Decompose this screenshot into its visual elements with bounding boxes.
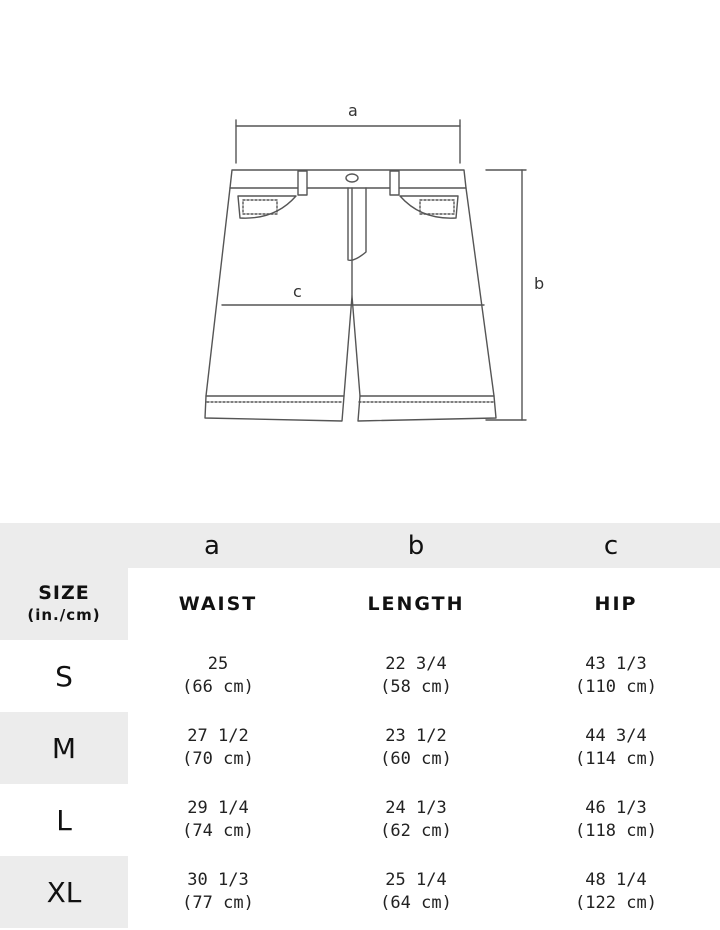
- table-row: [0, 784, 720, 856]
- hip-cm: (110 cm): [575, 677, 657, 697]
- length-value: [326, 640, 506, 712]
- hip-value: [526, 712, 706, 784]
- length-cm: (60 cm): [380, 749, 452, 769]
- waist-cm: (70 cm): [182, 749, 254, 769]
- length-cm: (58 cm): [380, 677, 452, 697]
- length-value: [326, 712, 506, 784]
- table-row: [0, 856, 720, 928]
- hip-value: [526, 784, 706, 856]
- waistband: [230, 170, 466, 188]
- hip-value: [526, 856, 706, 928]
- length-inches: 24 1/3: [385, 798, 447, 818]
- letter-c: c: [603, 530, 619, 561]
- dimension-label-b: b: [534, 274, 545, 293]
- size-label: XL: [0, 856, 128, 928]
- table-row: [0, 712, 720, 784]
- waist-cm: (77 cm): [182, 893, 254, 913]
- shorts-body: [206, 188, 494, 396]
- length-inches: 22 3/4: [385, 654, 447, 674]
- size-chart-table: [0, 523, 720, 930]
- length-value: [326, 784, 506, 856]
- letter-b: b: [407, 530, 425, 561]
- hip-cm: (114 cm): [575, 749, 657, 769]
- hip-value: [526, 640, 706, 712]
- hip-inches: 44 3/4: [585, 726, 647, 746]
- dimension-label-c: c: [293, 282, 302, 301]
- length-value: [326, 856, 506, 928]
- waist-value: [128, 712, 308, 784]
- length-cm: (64 cm): [380, 893, 452, 913]
- waist-inches: 29 1/4: [187, 798, 249, 818]
- waist-inches: 30 1/3: [187, 870, 249, 890]
- dimension-letter-row: [0, 523, 720, 568]
- column-header-length: LENGTH: [367, 593, 465, 615]
- waist-inches: 27 1/2: [187, 726, 249, 746]
- length-inches: 23 1/2: [385, 726, 447, 746]
- table-row: [0, 640, 720, 712]
- waist-value: [128, 784, 308, 856]
- dimension-label-a: a: [348, 101, 358, 120]
- hip-inches: 43 1/3: [585, 654, 647, 674]
- waist-inches: 25: [207, 654, 229, 674]
- size-header-unit: (in./cm): [27, 606, 101, 624]
- size-label: L: [56, 803, 72, 837]
- waist-cm: (74 cm): [182, 821, 254, 841]
- column-header-waist: WAIST: [178, 593, 258, 615]
- hip-inches: 48 1/4: [585, 870, 647, 890]
- letter-a: a: [204, 530, 220, 561]
- waist-cm: (66 cm): [182, 677, 254, 697]
- waist-value: [128, 640, 308, 712]
- waist-value: [128, 856, 308, 928]
- length-cm: (62 cm): [380, 821, 452, 841]
- hip-cm: (118 cm): [575, 821, 657, 841]
- size-header-title: SIZE: [38, 582, 90, 604]
- column-header-row: [0, 568, 720, 640]
- hip-inches: 46 1/3: [585, 798, 647, 818]
- size-label: S: [55, 659, 73, 693]
- size-header-cell: [0, 568, 128, 640]
- hip-cm: (122 cm): [575, 893, 657, 913]
- length-inches: 25 1/4: [385, 870, 447, 890]
- size-label: M: [0, 712, 128, 784]
- column-header-hip: HIP: [594, 593, 638, 615]
